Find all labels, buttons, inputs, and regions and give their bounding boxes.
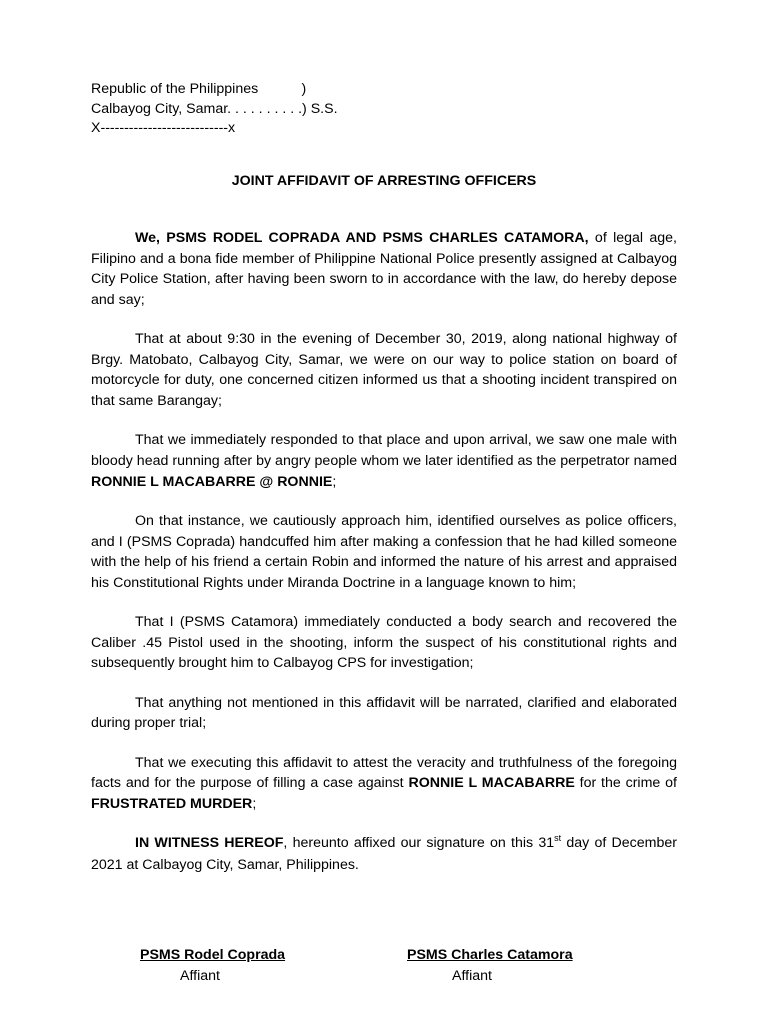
signature-block-coprada: [140, 945, 285, 987]
ordinal-suffix: st: [554, 833, 562, 844]
signatory-role: Affiant: [180, 968, 220, 984]
paragraph-incident: That at about 9:30 in the evening of December 30, 2019, along national highway of Brgy. Matobato, Calbayog City, Samar, we were on our way to police station on board of motorcycle for duty, one concerned citizen informed us that a shooting incident transpired on that same Barangay;: [91, 331, 677, 409]
signatory-name: PSMS Rodel Coprada: [140, 947, 286, 963]
paragraph-search: That I (PSMS Catamora) immediately conducted a body search and recovered the Caliber .45 Pistol used in the shooting, inform the suspect of his constitutional rights and subsequently brought him to Calbayog CPS for investigation;: [91, 614, 677, 672]
venue-block: [91, 80, 338, 139]
witness-clause: IN WITNESS HEREOF: [135, 835, 284, 852]
accused-name: RONNIE L MACABARRE: [408, 775, 575, 792]
deponents-names: We, PSMS RODEL COPRADA AND PSMS CHARLES CATAMORA,: [135, 230, 589, 246]
signatory-name: PSMS Charles Catamora: [407, 947, 573, 963]
venue-line-country: Republic of the Philippines ): [91, 81, 307, 97]
venue-line-separator: X---------------------------x: [91, 120, 236, 136]
crime-name: FRUSTRATED MURDER: [91, 795, 253, 812]
paragraph-trial: That anything not mentioned in this affidavit will be narrated, clarified and elaborated during proper trial;: [91, 694, 677, 732]
paragraph-witness: IN WITNESS HEREOF, hereunto affixed our signature on this 31st day of December 2021 at Calbayog City, Samar, Philippines.: [91, 833, 677, 873]
paragraph-purpose: That we executing this affidavit to attest the veracity and truthfulness of the foregoing facts and for the purpose of filling a case against RONNIE L MACABARRE for the crime of FRUSTRATED MURDER;: [91, 754, 677, 812]
affidavit-body: [91, 228, 677, 875]
signature-block-catamora: [407, 945, 573, 987]
paragraph-response: That we immediately responded to that place and upon arrival, we saw one male with bloody head running after by angry people whom we later identified as the perpetrator named RONNIE L MACABARRE @ RONNIE;: [91, 432, 677, 490]
paragraph-arrest: On that instance, we cautiously approach him, identified ourselves as police officers, and I (PSMS Coprada) handcuffed him after making a confession that he had killed someone with the help of his friend a certain Robin and informed the nature of his arrest and appraised his Constitutional Rights under Miranda Doctrine in a language known to him;: [91, 512, 677, 591]
perpetrator-name: RONNIE L MACABARRE @ RONNIE: [91, 473, 333, 490]
venue-line-city: Calbayog City, Samar. . . . . . . . . .) S.S.: [91, 100, 338, 117]
signatory-role: Affiant: [452, 968, 492, 984]
document-title: JOINT AFFIDAVIT OF ARRESTING OFFICERS: [231, 173, 537, 189]
paragraph-deponents: We, PSMS RODEL COPRADA AND PSMS CHARLES CATAMORA, of legal age, Filipino and a bona fide member of Philippine National Police presently assigned at Calbayog City Police Station, after having been sworn to in accordance with the law, do hereby depose and say;: [91, 230, 677, 308]
